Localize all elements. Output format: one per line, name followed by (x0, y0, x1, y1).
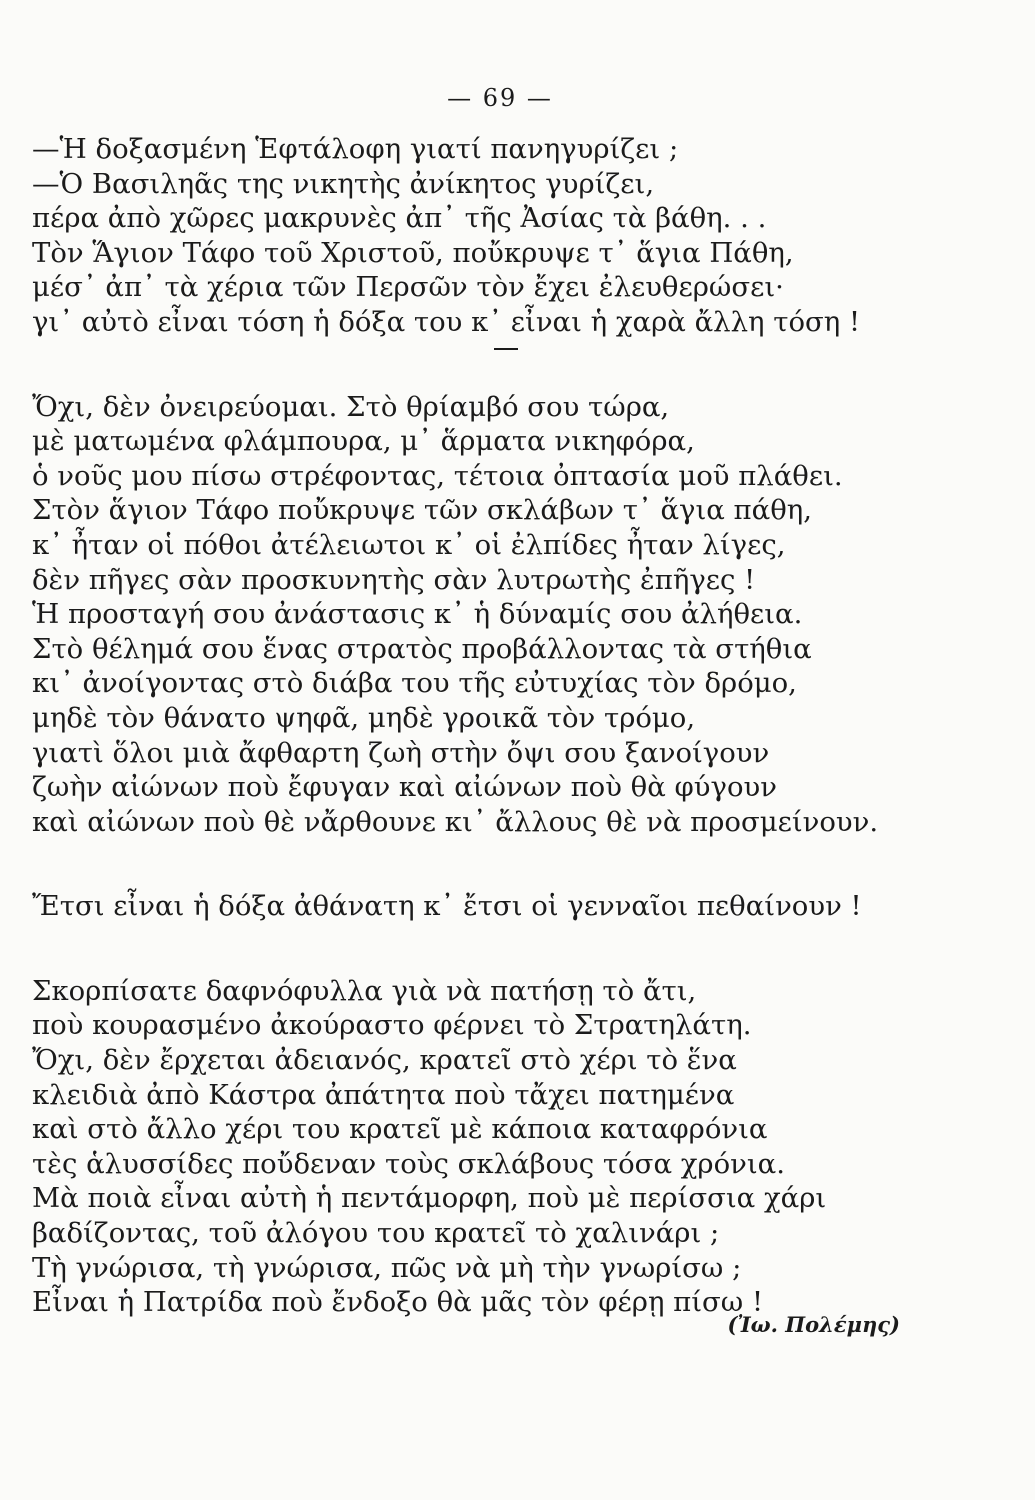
poem-line: —Ὁ Βασιληᾶς της νικητὴς ἀνίκητος γυρίζει, (32, 167, 655, 200)
poem-line: τὲς ἁλυσσίδες ποὔδεναν τοὺς σκλάβους τόσα χρόνια. (32, 1147, 785, 1180)
poem-line: βαδίζοντας, τοῦ ἀλόγου του κρατεῖ τὸ χαλινάρι ; (32, 1217, 720, 1250)
poem-line: Ἡ προσταγή σου ἀνάστασις κ᾽ ἡ δύναμίς σου ἀλήθεια. (32, 598, 803, 631)
poem-line: Μὰ ποιὰ εἶναι αὐτὴ ἡ πεντάμορφη, ποὺ μὲ περίσσια χάρι (32, 1182, 827, 1215)
poem-body (32, 132, 992, 1320)
poem-line: ποὺ κουρασμένο ἀκούραστο φέρνει τὸ Στρατηλάτη. (32, 1009, 752, 1042)
poem-line: καὶ στὸ ἄλλο χέρι του κρατεῖ μὲ κάποια καταφρόνια (32, 1113, 768, 1146)
stanza-3 (32, 889, 992, 924)
poem-line: Τὸν Ἅγιον Τάφο τοῦ Χριστοῦ, ποὔκρυψε τ᾽ ἅγια Πάθη, (32, 236, 794, 269)
poem-line: γι᾽ αὐτὸ εἶναι τόση ἡ δόξα του κ᾽ εἶναι ἡ χαρὰ ἄλλη τόση ! (32, 305, 861, 338)
page-number: — 69 — (447, 84, 553, 112)
stanza-1 (32, 132, 992, 340)
poem-line: Ὄχι, δὲν ἔρχεται ἀδειανός, κρατεῖ στὸ χέρι τὸ ἕνα (32, 1044, 737, 1077)
poem-line: πέρα ἀπὸ χῶρες μακρυνὲς ἀπ᾽ τῆς Ἀσίας τὰ βάθη. . . (32, 202, 767, 235)
poem-line: ὁ νοῦς μου πίσω στρέφοντας, τέτοια ὀπτασία μοῦ πλάθει. (32, 459, 843, 492)
divider-dash (494, 348, 518, 350)
poem-line: Εἶναι ἡ Πατρίδα ποὺ ἔνδοξο θὰ μᾶς τὸν φέρῃ πίσω ! (32, 1286, 764, 1319)
poem-line: —Ἡ δοξασμένη Ἑφτάλοφη γιατί πανηγυρίζει ; (32, 133, 679, 165)
section-divider (32, 340, 992, 390)
poem-line: Τὴ γνώρισα, τὴ γνώρισα, πῶς νὰ μὴ τὴν γνωρίσω ; (32, 1251, 742, 1284)
poem-line: μηδὲ τὸν θάνατο ψηφᾶ, μηδὲ γροικᾶ τὸν τρόμο, (32, 701, 696, 734)
poem-line: καὶ αἰώνων ποὺ θὲ νἄρθουνε κι᾽ ἄλλους θὲ νὰ προσμείνουν. (32, 805, 879, 838)
poem-line: Ἔτσι εἶναι ἡ δόξα ἀθάνατη κ᾽ ἔτσι οἱ γενναῖοι πεθαίνουν ! (32, 890, 862, 923)
poem-line: Στὸν ἅγιον Τάφο ποὔκρυψε τῶν σκλάβων τ᾽ ἅγια πάθη, (32, 494, 812, 527)
stanza-gap (32, 924, 992, 974)
author-signature: (Ἰω. Πολέμης) (727, 1312, 900, 1337)
poem-line: μέσ᾽ ἀπ᾽ τὰ χέρια τῶν Περσῶν τὸν ἔχει ἐλευθερώσει· (32, 271, 784, 304)
poem-line: κ᾽ ἦταν οἱ πόθοι ἀτέλειωτοι κ᾽ οἱ ἐλπίδες ἦταν λίγες, (32, 528, 786, 561)
poem-line: κι᾽ ἀνοίγοντας στὸ διάβα του τῆς εὐτυχίας τὸν δρόμο, (32, 667, 797, 700)
stanza-gap (32, 839, 992, 889)
stanza-4 (32, 974, 992, 1320)
poem-line: ζωὴν αἰώνων ποὺ ἔφυγαν καὶ αἰώνων ποὺ θὰ φύγουν (32, 771, 777, 804)
poem-line: γιατὶ ὅλοι μιὰ ἄφθαρτη ζωὴ στὴν ὄψι σου ξανοίγουν (32, 736, 770, 769)
poem-line: δὲν πῆγες σὰν προσκυνητὴς σὰν λυτρωτὴς ἐπῆγες ! (32, 563, 756, 596)
poem-line: Σκορπίσατε δαφνόφυλλα γιὰ νὰ πατήσῃ τὸ ἄτι, (32, 974, 697, 1007)
poem-line: Ὄχι, δὲν ὀνειρεύομαι. Στὸ θρίαμβό σου τώρα, (32, 390, 670, 423)
poem-line: κλειδιὰ ἀπὸ Κάστρα ἀπάτητα ποὺ τἄχει πατημένα (32, 1078, 735, 1111)
poem-line: μὲ ματωμένα φλάμπουρα, μ᾽ ἅρματα νικηφόρα, (32, 425, 695, 458)
poem-line: Στὸ θέλημά σου ἕνας στρατὸς προβάλλοντας τὰ στήθια (32, 632, 812, 665)
stanza-2 (32, 390, 992, 840)
